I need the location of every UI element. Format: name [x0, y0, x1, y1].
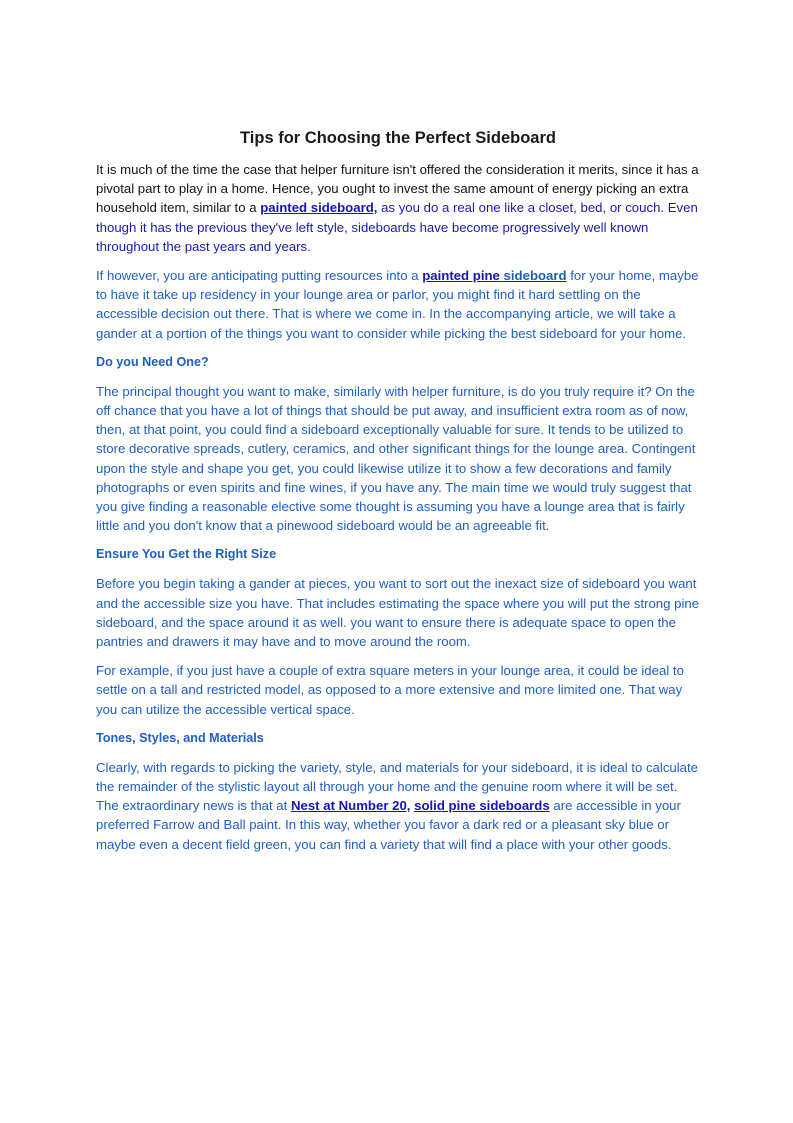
- section-heading-tones-styles: Tones, Styles, and Materials: [96, 730, 264, 745]
- para2-before: If however, you are anticipating putting resources into a: [96, 268, 423, 284]
- painted-sideboard-link[interactable]: painted sideboard,: [260, 200, 378, 216]
- nest-at-number-20-link[interactable]: Nest at Number 20,: [290, 798, 411, 814]
- final-after: are accessible in your preferred Farrow and Ball paint. In this way, whether you favor a dark red or a pleasant sky blue or maybe even a decent field green, you can find a variety that will find a place with your other goods.: [96, 798, 681, 852]
- solid-pine-sideboards-link[interactable]: solid pine sideboards: [414, 798, 550, 814]
- document-page: [96, 127, 700, 864]
- page-title: Tips for Choosing the Perfect Sideboard: [240, 129, 556, 147]
- section-paragraph: Before you begin taking a gander at pieces, you want to sort out the inexact size of sideboard you want and the accessible size you have. That includes estimating the space where you will put the strong pine sideboard, and the space around it as well. you want to ensure there is adequate space to open the pantries and drawers it may have and to move around the room.: [96, 576, 700, 650]
- investment-paragraph: [96, 266, 700, 343]
- final-before: Clearly, with regards to picking the variety, style, and materials for your sideboard, it is ideal to calculate the remainder of the stylistic layout all through your home and the genuine room where it will be set. The extraordinary news is that at: [96, 759, 699, 814]
- painted-pine-sideboard-link[interactable]: [422, 268, 566, 283]
- intro-text-cont: as you do a real one like a closet, bed, or couch. Even though it has the previous they've left style, sideboards have become progressively well known throughout the past years and years.: [96, 200, 698, 254]
- section-paragraph: For example, if you just have a couple of extra square meters in your lounge area, it could be ideal to settle on a tall and restricted model, as opposed to a more extensive and more limited one. That way you can utilize the accessible vertical space.: [96, 663, 684, 717]
- final-paragraph: [96, 758, 700, 854]
- link-part-a: painted pine: [422, 268, 500, 284]
- section-heading-right-size: Ensure You Get the Right Size: [96, 547, 277, 562]
- section-heading-need-one: Do you Need One?: [96, 354, 209, 369]
- intro-text: It is much of the time the case that helper furniture isn't offered the consideration it merits, since it has a pivotal part to play in a home. Hence, you ought to invest the same amount of energy picking an extra household item, similar to a: [96, 162, 699, 216]
- section-paragraph: The principal thought you want to make, similarly with helper furniture, is do you truly require it? On the off chance that you have a lot of things that should be put away, and insufficient extra room as of now, then, at that point, you could find a sideboard exceptionally valuable for sure. It tends to be utilized to store decorative spreads, cutlery, ceramics, and other significant things for the lounge area. Contingent upon the style and shape you get, you could likewise utilize it to show a few decorations and family photographs or even spirits and fine wines, if you have any. The main time we would truly suggest that you give finding a reasonable elective some thought is assuming you have a lounge area that is fairly little and you don't know that a pinewood sideboard would be an agreeable fit.: [96, 383, 696, 534]
- para2-after: for your home, maybe to have it take up residency in your lounge area or parlor, you might find it hard settling on the accessible decision out there. That is where we come in. In the accompanying article, we will take a gander at a portion of the things you want to consider while picking the best sideboard for your home.: [96, 268, 699, 341]
- link-part-b: sideboard: [499, 268, 567, 284]
- intro-paragraph: [96, 160, 700, 256]
